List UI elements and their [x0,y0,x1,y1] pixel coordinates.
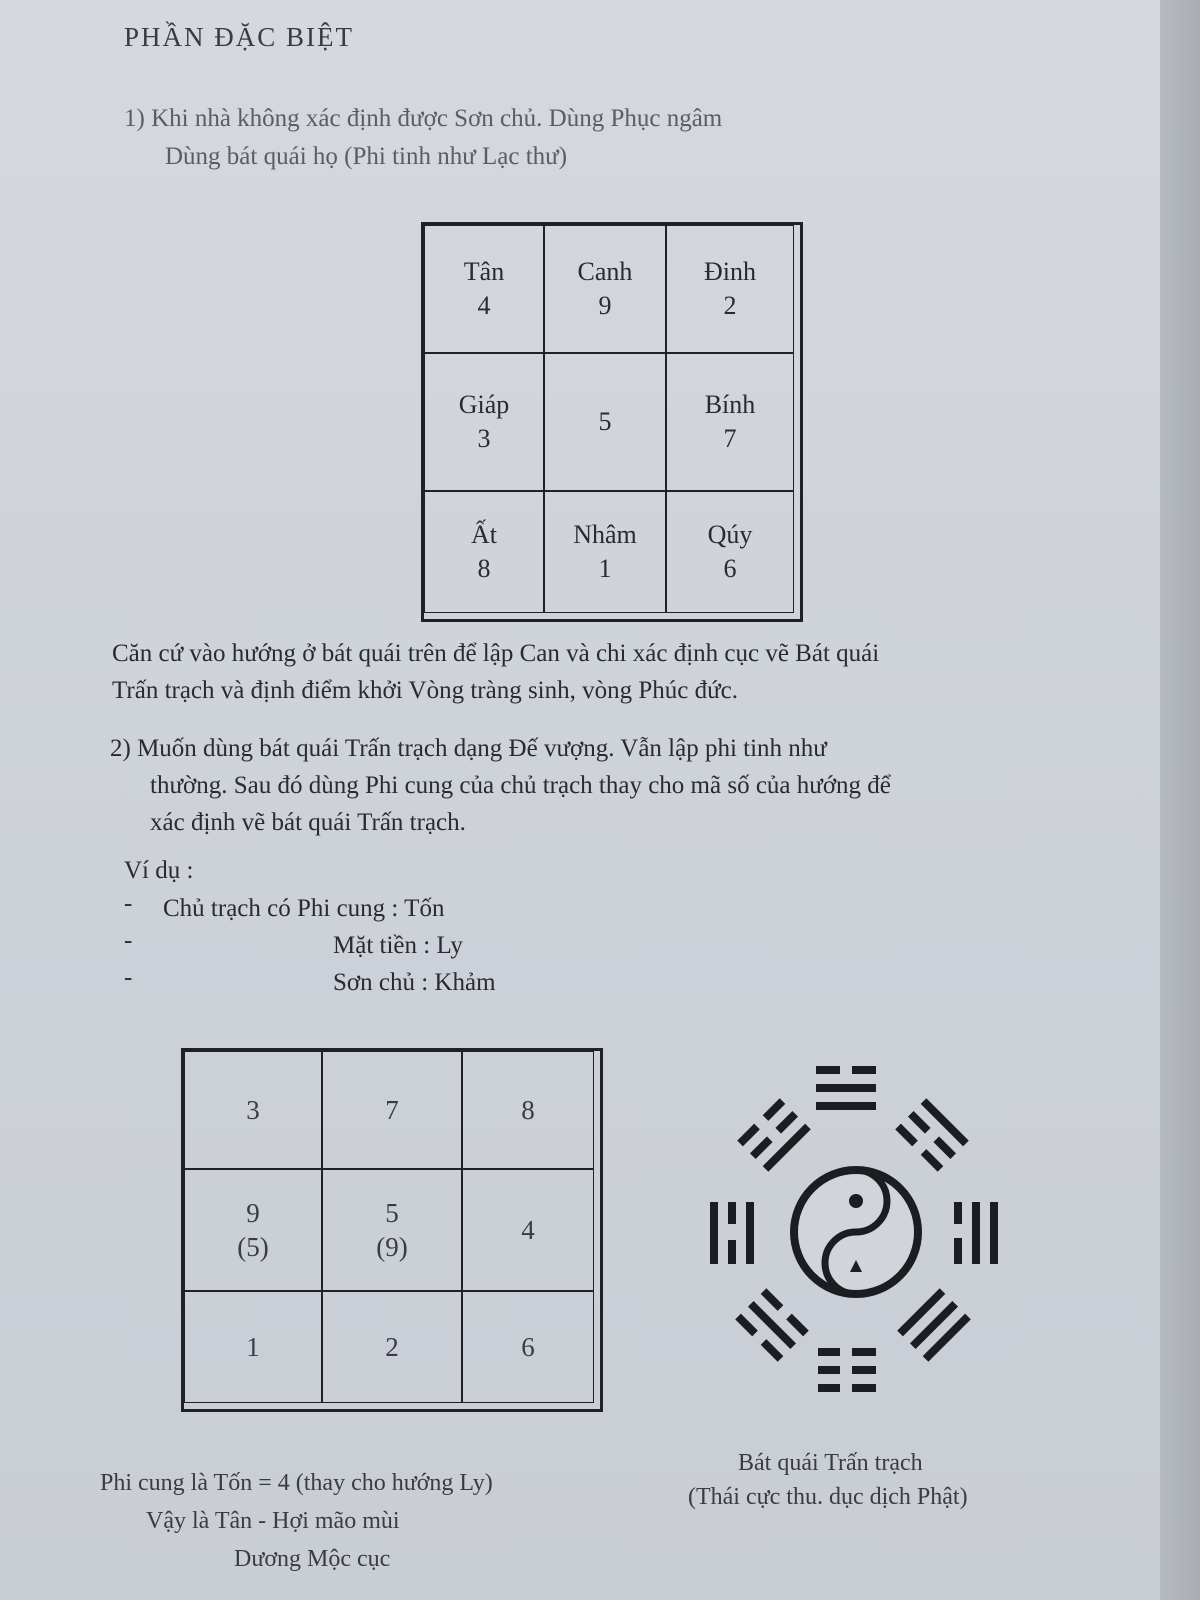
caption-left-line-3: Dương Mộc cục [234,1546,391,1572]
cell-number: 1 [598,554,612,583]
cell-sub: (5) [237,1232,269,1262]
cell-number: 1 [246,1332,260,1362]
cell-label: Bính [704,390,756,419]
cell-label: Qúy [707,520,753,549]
item-1-line-2: Dùng bát quái họ (Phi tinh như Lạc thư) [165,143,568,170]
paragraph-1-line-1: Căn cứ vào hướng ở bát quái trên để lập Can và chi xác định cục vẽ Bát quái [112,640,880,667]
lac-thu-grid [421,222,803,622]
cell-number: 6 [521,1332,535,1362]
grid1-cell-center [544,353,666,491]
cell-number: 9 [598,291,612,320]
grid2-cell [462,1169,594,1291]
trigram-top-left-icon [740,1101,808,1169]
cell-label: Đinh [704,257,756,286]
example-label: Ví dụ : [124,857,194,884]
caption-left-line-1: Phi cung là Tốn = 4 (thay cho hướng Ly) [100,1470,493,1496]
cell-sub: (9) [376,1232,408,1262]
grid2-cell [322,1051,462,1169]
grid1-cell [424,225,544,353]
cell-number: 6 [723,554,737,583]
cell-label: Ất [471,520,497,549]
page-edge [1160,0,1200,1600]
section-header: PHẦN ĐẶC BIỆT [124,22,355,52]
cell-number: 3 [477,424,491,453]
grid1-cell [544,491,666,613]
example-row-2: Mặt tiền : Ly [333,932,463,959]
cell-number: 5 [385,1198,399,1228]
item-1-line-1: 1) Khi nhà không xác định được Sơn chủ. Dùng Phục ngâm [124,105,723,132]
list-dash: - [124,890,133,917]
grid2-cell-center [322,1169,462,1291]
cell-number: 8 [521,1095,535,1125]
trigram-left-icon [714,1202,750,1264]
item-2-line-2: thường. Sau đó dùng Phi cung của chủ trạch thay cho mã số của hướng để [150,772,891,799]
cell-number: 7 [723,424,737,453]
trigram-top-right-icon [898,1101,966,1169]
cell-number: 5 [598,407,612,436]
grid1-cell [424,491,544,613]
cell-number: 4 [477,291,491,320]
item-2-line-1: 2) Muốn dùng bát quái Trấn trạch dạng Đế vượng. Vẫn lập phi tinh như [110,735,827,762]
cell-number: 4 [521,1215,535,1245]
cell-number: 2 [723,291,737,320]
trigram-bottom-right-icon [900,1291,968,1359]
bagua-yin-yang-icon [704,1060,1034,1400]
grid2-cell [184,1169,322,1291]
grid1-cell [666,225,794,353]
cell-number: 3 [246,1095,260,1125]
item-2-line-3: xác định vẽ bát quái Trấn trạch. [150,809,466,836]
grid1-cell [666,491,794,613]
trigram-top-icon [816,1070,876,1106]
cell-number: 7 [385,1095,399,1125]
grid1-cell [666,353,794,491]
grid2-cell [184,1291,322,1403]
example-row-3: Sơn chủ : Khảm [333,969,496,996]
cell-number: 8 [477,554,491,583]
grid1-cell [424,353,544,491]
cell-label: Canh [577,257,633,286]
list-dash: - [124,964,133,991]
trigram-right-icon [958,1202,994,1264]
trigram-bottom-icon [818,1352,876,1388]
cell-label: Nhâm [573,520,637,549]
list-dash: - [124,927,133,954]
flying-star-grid [181,1048,603,1412]
caption-right-line-2: (Thái cực thu. dục dịch Phật) [688,1484,968,1510]
grid2-cell [462,1051,594,1169]
cell-label: Giáp [458,390,510,419]
grid2-cell [462,1291,594,1403]
caption-left-line-2: Vậy là Tân - Hợi mão mùi [146,1508,400,1534]
caption-right-line-1: Bát quái Trấn trạch [738,1450,923,1476]
cell-number: 9 [246,1198,260,1228]
example-row-1: Chủ trạch có Phi cung : Tốn [163,895,445,922]
grid2-cell [322,1291,462,1403]
cell-label: Tân [463,257,505,286]
grid2-cell [184,1051,322,1169]
trigram-bottom-left-icon [738,1291,806,1359]
paragraph-1-line-2: Trấn trạch và định điểm khởi Vòng tràng sinh, vòng Phúc đức. [112,677,739,704]
yin-yang-icon [794,1170,918,1294]
grid1-cell [544,225,666,353]
cell-number: 2 [385,1332,399,1362]
